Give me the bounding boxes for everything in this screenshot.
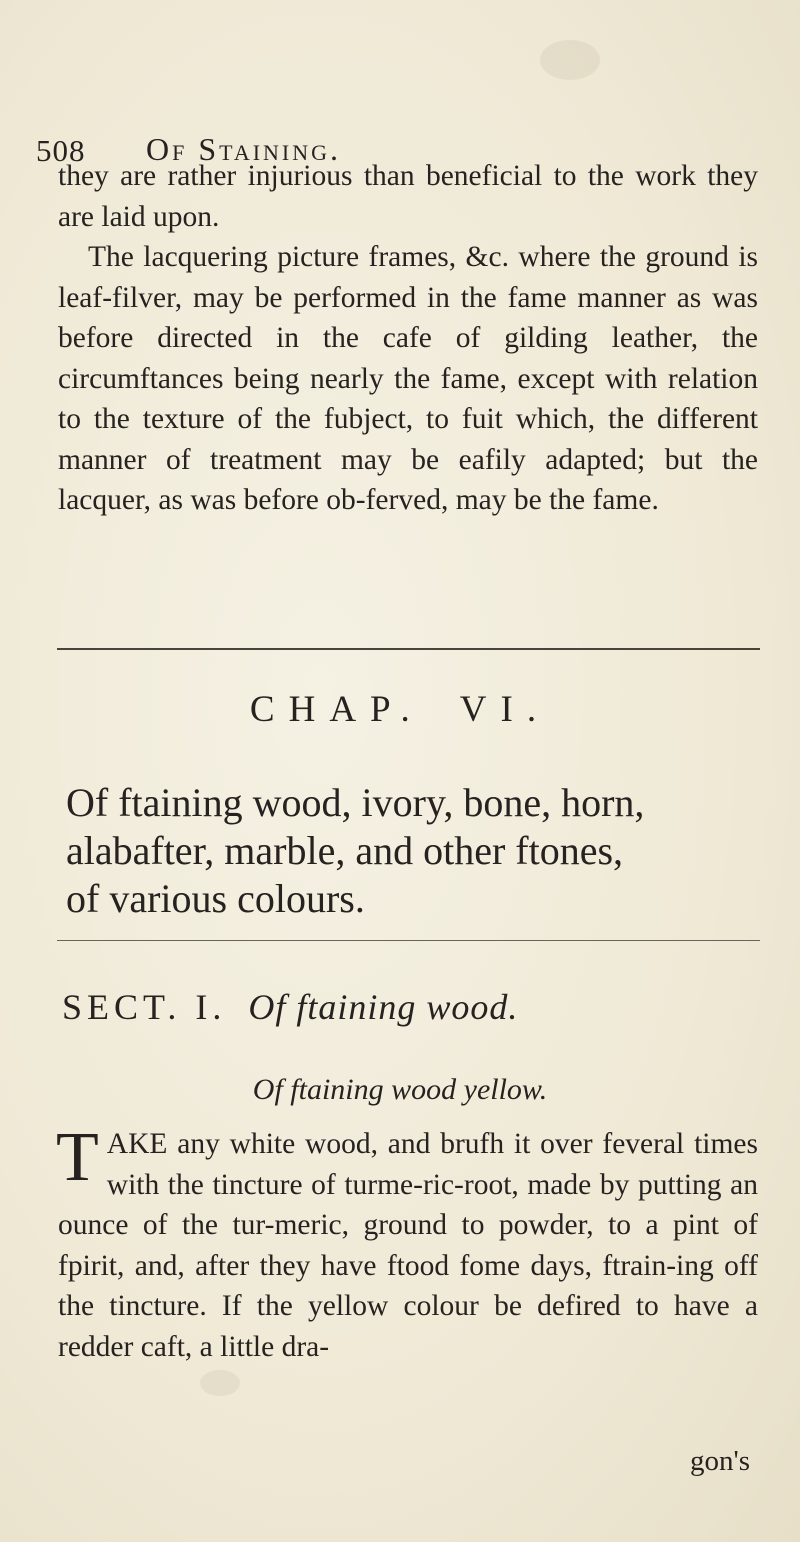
subheading: Of ftaining wood yellow. [252,1073,548,1106]
section-heading [62,986,762,1028]
chapter-top-rule [57,648,760,650]
drop-cap: T [56,1119,99,1196]
page-number: 508 [36,133,86,168]
paragraph-text: AKE any white wood, and brufh it over feveral times with the tincture of turme-ric-root, made by putting an ounce of the tur-meric, ground to powder, to a pint of fpirit, and, after they have ftood fome days, ftrain-ing off the tincture. If the yellow colour be defired to have a redder caft, a little dra- [58,1128,758,1363]
paragraph-recipe [56,1119,758,1367]
chapter-title-line: of various colours. [66,876,365,921]
section-label: SECT. I. [62,987,227,1027]
catchword: gon's [690,1445,751,1477]
chapter-label: CHAP. [249,689,424,730]
paper-stain [200,1370,240,1396]
paragraph-line: they are rather injurious than beneficial to the work they are laid upon. [58,160,758,233]
running-title: Of Staining. [146,131,342,167]
paper-stain [540,40,600,80]
section-top-rule [57,940,760,941]
paragraph-lacquering: The lacquering picture frames, &c. where the ground is leaf-filver, may be performed in the fame manner as was before directed in the cafe of gilding leather, the circumftances being nearly the fame, except with relation to the texture of the fubject, to fuit which, the different manner of treatment may be eafily adapted; but the lacquer, as was before ob-ferved, may be the fame. [58,241,758,516]
chapter-title-line: Of ftaining wood, ivory, bone, horn, [66,780,645,825]
chapter-heading [0,688,800,731]
chapter-title-line: alabafter, marble, and other ftones, [66,828,624,873]
paragraph-continuation [58,156,758,521]
chapter-number: VI. [459,689,551,730]
section-title: Of ftaining wood. [248,987,519,1027]
chapter-title [66,779,766,923]
